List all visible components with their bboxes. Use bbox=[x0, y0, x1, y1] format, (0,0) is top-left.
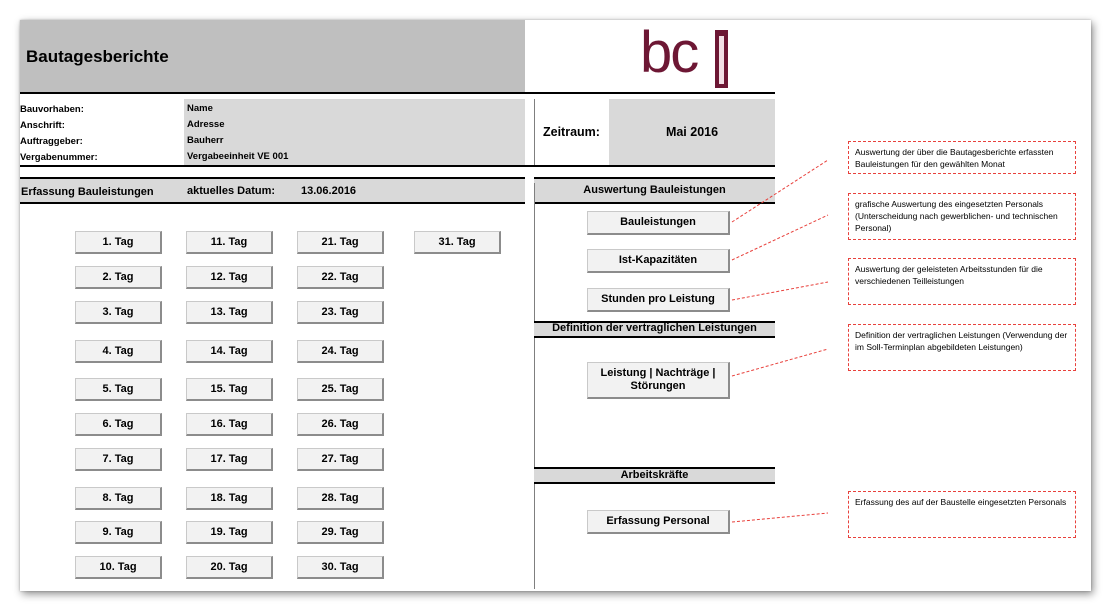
day-button-4[interactable]: 4. Tag bbox=[75, 340, 162, 363]
day-button-1[interactable]: 1. Tag bbox=[75, 231, 162, 254]
definition-title: Definition der vertraglichen Leistungen bbox=[552, 322, 757, 334]
label-anschrift: Anschrift: bbox=[20, 120, 65, 131]
value-anschrift[interactable]: Adresse bbox=[187, 119, 225, 130]
day-button-20[interactable]: 20. Tag bbox=[186, 556, 273, 579]
leistung-nachtraege-stoerungen-button[interactable] bbox=[587, 362, 730, 399]
day-button-12[interactable]: 12. Tag bbox=[186, 266, 273, 289]
day-button-17[interactable]: 17. Tag bbox=[186, 448, 273, 471]
day-button-16[interactable]: 16. Tag bbox=[186, 413, 273, 436]
day-button-29[interactable]: 29. Tag bbox=[297, 521, 384, 544]
connector-4 bbox=[732, 349, 828, 376]
day-button-6[interactable]: 6. Tag bbox=[75, 413, 162, 436]
day-button-22[interactable]: 22. Tag bbox=[297, 266, 384, 289]
logo bbox=[525, 20, 773, 92]
day-button-25[interactable]: 25. Tag bbox=[297, 378, 384, 401]
connector-3 bbox=[732, 282, 828, 300]
erfassung-title: Erfassung Bauleistungen bbox=[21, 186, 154, 198]
callout-ist-kapazitaeten: grafische Auswertung des eingesetzten Personals (Unterscheidung nach gewerblichen- und technischen Personal) bbox=[848, 193, 1076, 240]
date-value: 13.06.2016 bbox=[301, 185, 357, 197]
day-button-23[interactable]: 23. Tag bbox=[297, 301, 384, 324]
day-button-18[interactable]: 18. Tag bbox=[186, 487, 273, 510]
label-vergabenummer: Vergabenummer: bbox=[20, 152, 98, 163]
page-title: Bautagesberichte bbox=[26, 47, 169, 66]
day-button-15[interactable]: 15. Tag bbox=[186, 378, 273, 401]
arbeitskraefte-title: Arbeitskräfte bbox=[620, 469, 689, 481]
day-button-28[interactable]: 28. Tag bbox=[297, 487, 384, 510]
stunden-pro-leistung-button[interactable]: Stunden pro Leistung bbox=[587, 288, 730, 312]
day-button-11[interactable]: 11. Tag bbox=[186, 231, 273, 254]
erfassung-personal-button[interactable]: Erfassung Personal bbox=[587, 510, 730, 534]
value-bauvorhaben[interactable]: Name bbox=[187, 103, 213, 114]
day-button-24[interactable]: 24. Tag bbox=[297, 340, 384, 363]
callout-stunden-pro-leistung: Auswertung der geleisteten Arbeitsstunden für die verschiedenen Teilleistungen bbox=[848, 258, 1076, 305]
auswertung-title: Auswertung Bauleistungen bbox=[583, 184, 726, 196]
header-divider bbox=[20, 92, 775, 94]
day-button-2[interactable]: 2. Tag bbox=[75, 266, 162, 289]
day-button-8[interactable]: 8. Tag bbox=[75, 487, 162, 510]
definition-button-line2: Störungen bbox=[630, 380, 686, 392]
value-vergabenummer[interactable]: Vergabeeinheit VE 001 bbox=[187, 151, 289, 162]
info-separator bbox=[534, 99, 535, 165]
connector-2 bbox=[732, 215, 828, 260]
month-value[interactable]: Mai 2016 bbox=[665, 125, 719, 139]
label-auftraggeber: Auftraggeber: bbox=[20, 136, 83, 147]
worksheet bbox=[20, 20, 1091, 591]
logo-i-highlight-icon bbox=[719, 36, 724, 84]
logo-text: bc bbox=[640, 20, 698, 85]
day-button-19[interactable]: 19. Tag bbox=[186, 521, 273, 544]
day-button-10[interactable]: 10. Tag bbox=[75, 556, 162, 579]
value-auftraggeber[interactable]: Bauherr bbox=[187, 135, 224, 146]
callout-bauleistungen: Auswertung der über die Bautagesberichte erfassten Bauleistungen für den gewählten Monat bbox=[848, 141, 1076, 174]
info-divider bbox=[20, 165, 775, 167]
day-button-27[interactable]: 27. Tag bbox=[297, 448, 384, 471]
day-button-13[interactable]: 13. Tag bbox=[186, 301, 273, 324]
ist-kapazitaeten-button[interactable]: Ist-Kapazitäten bbox=[587, 249, 730, 273]
day-button-31[interactable]: 31. Tag bbox=[414, 231, 501, 254]
day-button-3[interactable]: 3. Tag bbox=[75, 301, 162, 324]
connector-5 bbox=[732, 513, 828, 522]
day-button-30[interactable]: 30. Tag bbox=[297, 556, 384, 579]
callout-definition: Definition der vertraglichen Leistungen (Verwendung der im Soll-Terminplan abgebildeten Leistungen) bbox=[848, 324, 1076, 371]
day-button-9[interactable]: 9. Tag bbox=[75, 521, 162, 544]
day-button-26[interactable]: 26. Tag bbox=[297, 413, 384, 436]
day-button-14[interactable]: 14. Tag bbox=[186, 340, 273, 363]
callout-personal: Erfassung des auf der Baustelle eingesetzten Personals bbox=[848, 491, 1076, 538]
day-button-5[interactable]: 5. Tag bbox=[75, 378, 162, 401]
definition-button-line1: Leistung | Nachträge | bbox=[600, 367, 716, 379]
zeitraum-label: Zeitraum: bbox=[543, 125, 600, 139]
date-label: aktuelles Datum: bbox=[187, 185, 276, 197]
column-separator bbox=[534, 183, 535, 589]
day-button-7[interactable]: 7. Tag bbox=[75, 448, 162, 471]
bauleistungen-button[interactable]: Bauleistungen bbox=[587, 211, 730, 235]
day-button-21[interactable]: 21. Tag bbox=[297, 231, 384, 254]
label-bauvorhaben: Bauvorhaben: bbox=[20, 104, 84, 115]
